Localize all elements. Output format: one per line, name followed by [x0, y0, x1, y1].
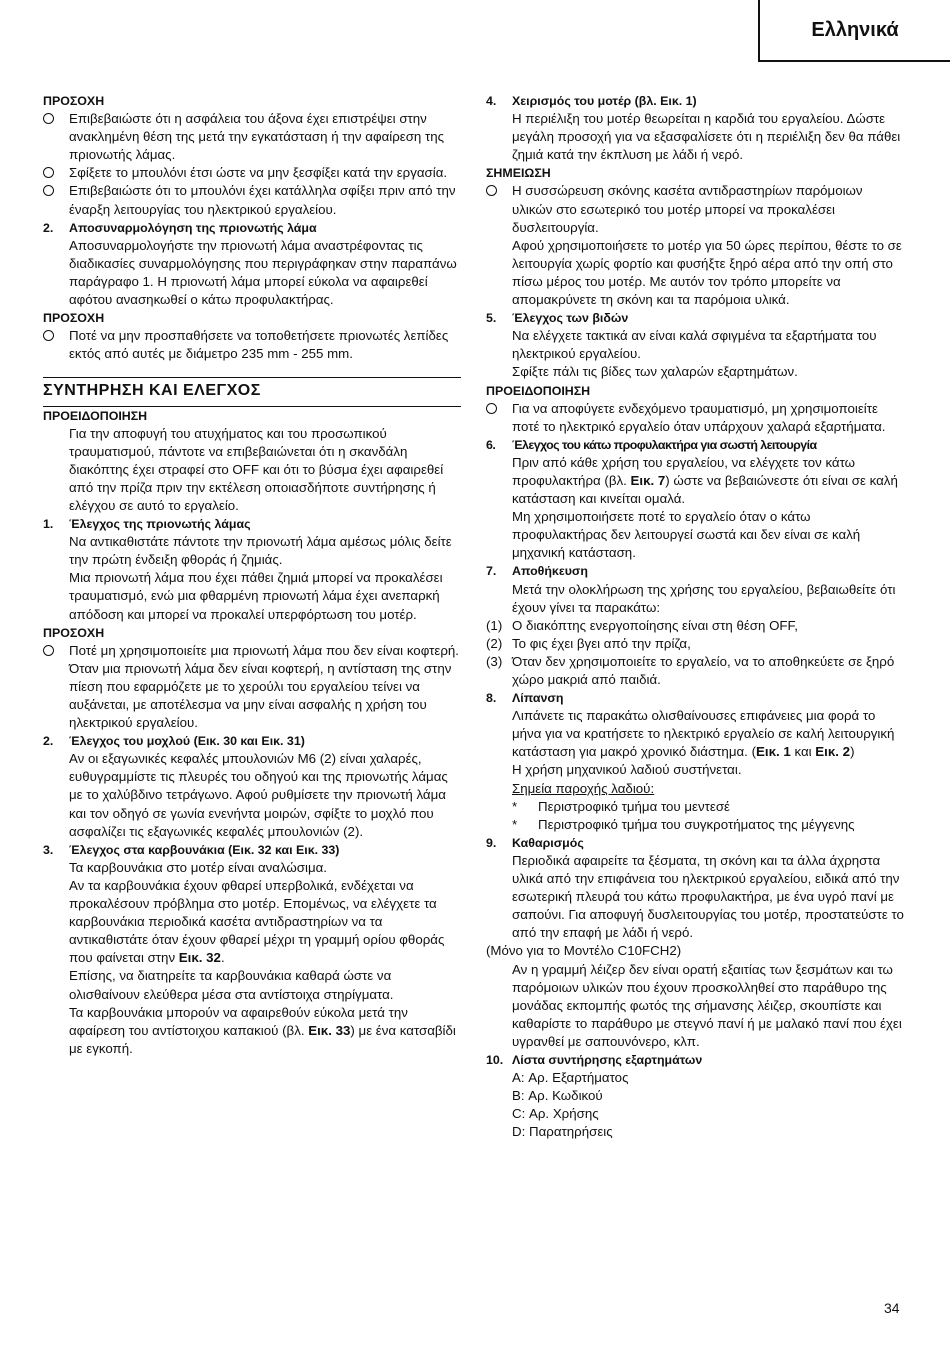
item-heading: 1. Έλεγχος της πριονωτής λάμας	[43, 517, 251, 532]
model-note: (Μόνο για το Μοντέλο C10FCH2)	[486, 943, 682, 959]
page-number: 34	[884, 1300, 900, 1316]
caution-label: ΠΡΟΣΟΧΗ	[43, 311, 105, 326]
item-text: Μια πριονωτή λάμα που έχει πάθει ζημιά μπορεί να προκαλέσει τραυματισμό, ενώ μια φθαρμένη πριονωτή λάμα έχει ανεπαρκή απόδοση και μπορεί να προκαλεί υπερφόρτωση του μοτέρ.	[69, 570, 443, 622]
language-tab: Ελληνικά	[758, 0, 950, 62]
item-text: Αν η γραμμή λέιζερ δεν είναι ορατή εξαιτίας των ξεσμάτων και τω παρόμοιων υλικών που έχουν προσκολληθεί στο παράθυρο της μονάδας εκπομπής φωτός της σήμανσης λέιζερ, σκουπίστε και καθαρίστε το παράθυρο με στεγνό πανί ή με μαλακό πανί που έχει υγρανθεί με σαπουνόνερο, κλπ.	[512, 961, 902, 1049]
item-text: Αν τα καρβουνάκια έχουν φθαρεί υπερβολικά, ενδέχεται να προκαλέσουν πρόβλημα στο μοτέρ. Επομένως, να ελέγχετε τα καρβουνάκια περιοδικά κασέτα αντιδραστηρίων να τα αντικαθιστάτε όταν έχουν φθαρεί μέχρι τη γραμμή ορίου φθοράς που φαίνεται στην Εικ. 32.	[69, 877, 445, 966]
list-item: D: Παρατηρήσεις	[512, 1124, 613, 1140]
item-heading: 4. Χειρισμός του μοτέρ (βλ. Εικ. 1)	[486, 94, 697, 108]
item-text: Αν οι εξαγωνικές κεφαλές μπουλονιών M6 (2) είναι χαλαρές, ευθυγραμμίστε τις πλευρές του οδηγού και της πριονωτής λάμας με το χαλύβδινο τετράγωνο. Αφού ρυθμίσετε την πριονωτή λάμα και τον οδηγό σε γωνία ενενήντα μοιρών, σφίξτε το μοχλό που ασφαλίζει τις εξαγωνικές κεφαλές μπουλονιών (2).	[69, 751, 448, 839]
circle-bullet-icon	[43, 327, 69, 363]
list-item: (3) Όταν δεν χρησιμοποιείτε το εργαλείο, να το αποθηκεύετε σε ξηρό χώρο μακριά από παιδιά.	[486, 653, 895, 687]
item-heading: 2. Έλεγχος του μοχλού (Εικ. 30 και Εικ. 31)	[43, 734, 305, 749]
list-item: A: Αρ. Εξαρτήματος	[512, 1070, 629, 1086]
item-text: Η χρήση μηχανικού λαδιού συστήνεται.	[512, 762, 742, 778]
circle-bullet-icon	[43, 642, 69, 732]
list-item: (1) Ο διακόπτης ενεργοποίησης είναι στη θέση OFF,	[486, 617, 798, 633]
item-text: Η περιέλιξη του μοτέρ θεωρείται η καρδιά του εργαλείου. Δώστε μεγάλη προσοχή για να εξασφαλίσετε ότι η περιέλιξη δεν θα πάθει ζημιά κατά την έκπλυση με λάδι ή νερό.	[512, 111, 901, 163]
warning-bullet: Για να αποφύγετε ενδεχόμενο τραυματισμό, μη χρησιμοποιείτε ποτέ το ηλεκτρικό εργαλείο όταν υπάρχουν χαλαρά εξαρτήματα.	[486, 400, 904, 436]
figure-reference: Εικ. 33	[308, 1022, 351, 1038]
circle-bullet-icon	[43, 110, 69, 164]
item-text: Να αντικαθιστάτε πάντοτε την πριονωτή λάμα αμέσως μόλις δείτε την πρώτη ένδειξη φθοράς ή ζημιάς.	[69, 534, 452, 568]
item-text: Αποσυναρμολογήστε την πριονωτή λάμα αναστρέφοντας τις διαδικασίες συναρμολόγησης που περιγράφηκαν στην παραπάνω παράγραφο 1. Η πριονωτή λάμα μπορεί εύκολα να αφαιρεθεί αφότου ανασηκωθεί ο κάτω προφυλακτήρας.	[69, 237, 457, 308]
caution-bullet: Σφίξετε το μπουλόνι έτσι ώστε να μην ξεσφίξει κατά την εργασία.	[43, 164, 461, 182]
list-item: C: Αρ. Χρήσης	[512, 1106, 599, 1122]
note-label: ΣΗΜΕΙΩΣΗ	[486, 166, 551, 181]
item-heading: 7. Αποθήκευση	[486, 564, 588, 579]
subheading: Σημεία παροχής λαδιού:	[512, 780, 655, 796]
item-heading: 8. Λίπανση	[486, 691, 564, 706]
item-heading: 3. Έλεγχος στα καρβουνάκια (Εικ. 32 και Εικ. 33)	[43, 842, 340, 857]
item-heading: 5. Έλεγχος των βιδών	[486, 311, 629, 326]
caution-label: ΠΡΟΣΟΧΗ	[43, 94, 105, 108]
item-heading: 2. Αποσυναρμολόγηση της πριονωτής λάμα	[43, 220, 317, 235]
caution-bullet: Ποτέ να μην προσπαθήσετε να τοποθετήσετε πριονωτές λεπίδες εκτός από αυτές με διάμετρο 235 mm - 255 mm.	[43, 327, 461, 363]
section-title: ΣΥΝΤΗΡΗΣΗ ΚΑΙ ΕΛΕΓΧΟΣ	[43, 377, 461, 406]
caution-bullet: Ποτέ μη χρησιμοποιείτε μια πριονωτή λάμα που δεν είναι κοφτερή. Όταν μια πριονωτή λάμα δεν είναι κοφτερή, η αντίσταση της στην πίεση που εφαρμόζετε με το χερούλι του εργαλείου τείνει να αυξάνεται, με αποτέλεσμα να μην είναι ασφαλής η χρήση του ηλεκτρικού εργαλείου.	[43, 642, 461, 732]
warning-label: ΠΡΟΕΙΔΟΠΟΙΗΣΗ	[486, 383, 591, 398]
circle-bullet-icon	[486, 400, 512, 436]
note-bullet: Η συσσώρευση σκόνης κασέτα αντιδραστηρίων παρόμοιων υλικών στο εσωτερικό του μοτέρ μπορεί να προκαλέσει δυσλειτουργία.	[486, 182, 904, 236]
caution-bullet: Επιβεβαιώστε ότι το μπουλόνι έχει κατάλληλα σφίξει πριν από την έναρξη λειτουργίας του ηλεκτρικού εργαλείου.	[43, 182, 461, 218]
item-text: Μετά την ολοκλήρωση της χρήσης του εργαλείου, βεβαιωθείτε ότι έχουν γίνει τα παρακάτω:	[512, 581, 896, 615]
right-column	[486, 92, 904, 1141]
item-text: Λιπάνετε τις παρακάτω ολισθαίνουσες επιφάνειες μια φορά το μήνα για να κρατήσετε το ηλεκτρικό εργαλείο σε καλή λειτουργική κατάσταση για μακρό χρονικό διάστημα. (Εικ. 1 και Εικ. 2)	[512, 708, 895, 760]
figure-reference: Εικ. 1	[756, 744, 791, 760]
circle-bullet-icon	[486, 182, 512, 236]
item-text: Σφίξτε πάλι τις βίδες των χαλαρών εξαρτημάτων.	[512, 364, 798, 380]
circle-bullet-icon	[43, 182, 69, 218]
figure-reference: Εικ. 2	[815, 744, 851, 760]
list-item: (2) Το φις έχει βγει από την πρίζα,	[486, 635, 691, 651]
caution-bullet: Επιβεβαιώστε ότι η ασφάλεια του άξονα έχει επιστρέψει στην ανακλημένη θέση της μετά την εγκατάσταση ή την αφαίρεση της πριονωτής λάμας.	[43, 110, 461, 164]
item-text: Τα καρβουνάκια μπορούν να αφαιρεθούν εύκολα μετά την αφαίρεση του αντίστοιχου καπακιού (βλ. Εικ. 33) με ένα κατσαβίδι με εγκοπή.	[69, 1004, 456, 1056]
item-text: Μη χρησιμοποιήσετε ποτέ το εργαλείο όταν ο κάτω προφυλακτήρας δεν λειτουργεί σωστά και δεν είναι σε καλή μηχανική κατάσταση.	[512, 509, 861, 561]
list-item: * Περιστροφικό τμήμα του μεντεσέ	[512, 798, 730, 814]
figure-reference: Εικ. 32	[178, 950, 221, 966]
list-item: B: Αρ. Κωδικού	[512, 1088, 603, 1104]
item-text: Τα καρβουνάκια στο μοτέρ είναι αναλώσιμα.	[69, 859, 328, 875]
circle-bullet-icon	[43, 164, 69, 182]
figure-reference: Εικ. 7	[630, 472, 666, 488]
list-item: * Περιστροφικό τμήμα του συγκροτήματος της μέγγενης	[512, 816, 855, 832]
item-heading: 10. Λίστα συντήρησης εξαρτημάτων	[486, 1052, 703, 1067]
caution-label: ΠΡΟΣΟΧΗ	[43, 625, 105, 640]
item-text: Επίσης, να διατηρείτε τα καρβουνάκια καθαρά ώστε να ολισθαίνουν ελεύθερα μέσα στα αντίστοιχα στηρίγματα.	[69, 968, 394, 1002]
item-text: Να ελέγχετε τακτικά αν είναι καλά σφιγμένα τα εξαρτήματα του ηλεκτρικού εργαλείου.	[512, 328, 877, 362]
left-column	[43, 92, 461, 1058]
warning-text: Για την αποφυγή του ατυχήματος και του προσωπικού τραυματισμού, πάντοτε να επιβεβαιώνεται ότι η σκανδάλη διακόπτης έχει στραφεί στο OFF και ότι το βύσμα έχει αφαιρεθεί από την πρίζα πριν την εκτέλεση οποιασδήποτε συντήρησης ή ελέγχου σε αυτό το εργαλείο.	[69, 425, 444, 513]
item-text: Περιοδικά αφαιρείτε τα ξέσματα, τη σκόνη και τα άλλα άχρηστα υλικά από την επιφάνεια του ηλεκτρικού εργαλείου, ειδικά από την εσωτερική πλευρά του κάτω προφυλακτήρα, με ένα υγρό πανί με σαπούνι. Για αποφυγή δυσλειτουργίας του μοτέρ, προστατεύστε το από την επαφή με λάδι ή νερό.	[512, 852, 904, 941]
item-heading: 9. Καθαρισμός	[486, 835, 584, 850]
warning-label: ΠΡΟΕΙΔΟΠΟΙΗΣΗ	[43, 408, 148, 423]
item-heading: 6. Έλεγχος του κάτω προφυλακτήρα για σωστή λειτουργία	[486, 437, 817, 452]
note-text: Αφού χρησιμοποιήσετε το μοτέρ για 50 ώρες περίπου, θέστε το σε λειτουργία χωρίς φορτίο και φυσήξτε ξηρό αέρα από την οπή στο πίσω μέρος του μοτέρ. Με αυτόν τον τρόπο μπορείτε να απομακρύνετε τη σκόνη και τα παρόμοια υλικά.	[512, 237, 902, 308]
item-text: Πριν από κάθε χρήση του εργαλείου, να ελέγχετε τον κάτω προφυλακτήρα (βλ. Εικ. 7) ώστε να βεβαιώνεστε ότι είναι σε καλή κατάσταση και κινείται ομαλά.	[512, 454, 898, 507]
